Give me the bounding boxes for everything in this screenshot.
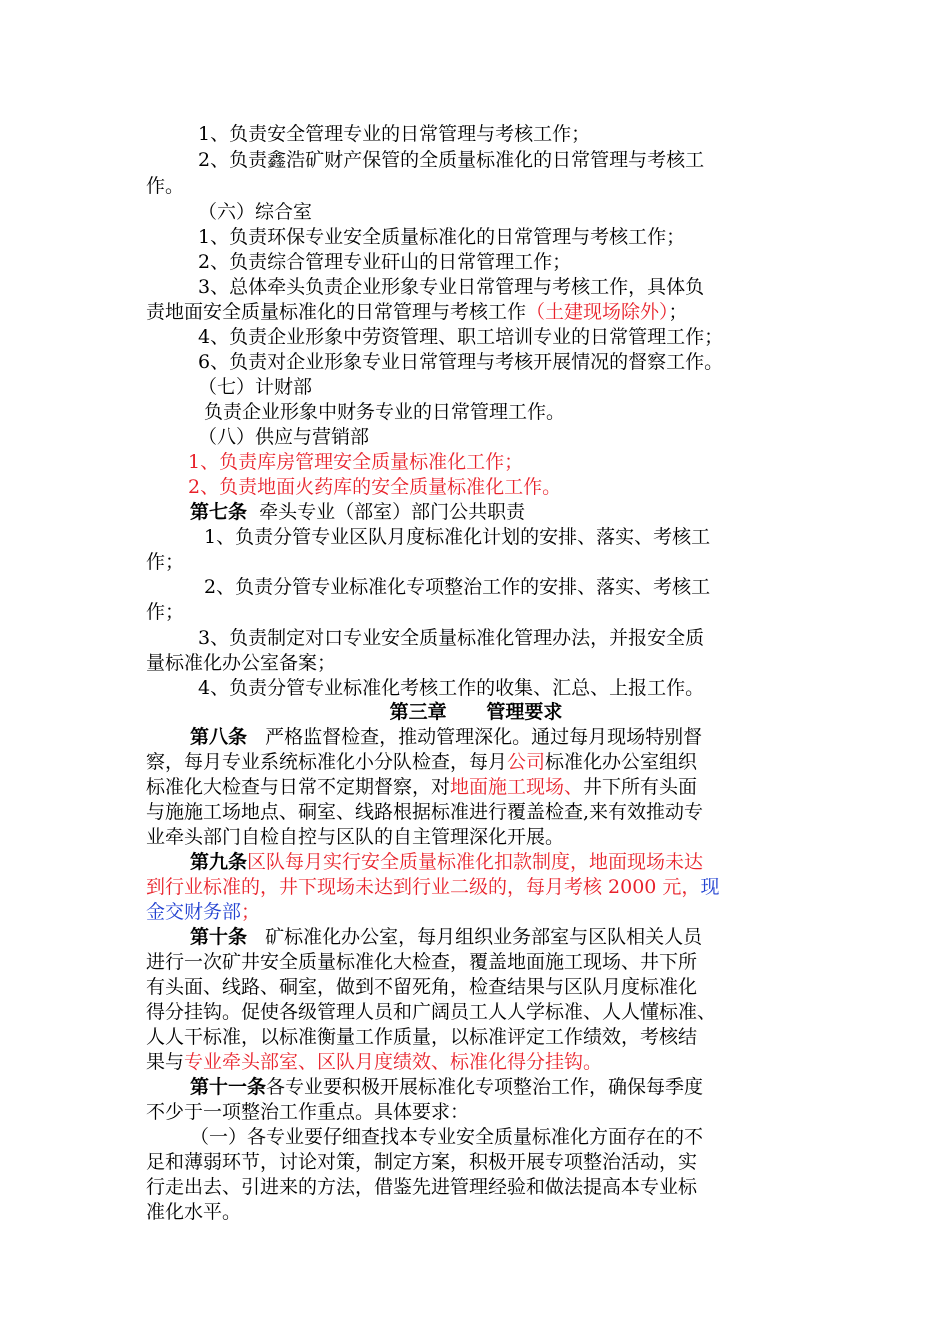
text-line: 4、负责企业形象中劳资管理、职工培训专业的日常管理工作； xyxy=(198,326,724,348)
text-line: 得分挂钩。促使各级管理人员和广阔员工人人学标准、人人懂标准、 xyxy=(146,1001,717,1023)
section-heading: （七）计财部 xyxy=(198,376,313,398)
text-line: 责地面安全质量标准化的日常管理与考核工作（土建现场除外）； xyxy=(146,301,688,323)
text-line: 2、负责分管专业标准化专项整治工作的安排、落实、考核工 xyxy=(204,576,711,598)
chapter-title: 第三章 管理要求 xyxy=(389,701,563,723)
text-line: 2、负责地面火药库的安全质量标准化工作。 xyxy=(188,476,562,498)
article-label: 第十一条 xyxy=(190,1076,267,1098)
text-line: 与施施工场地点、硐室、线路根据标准进行覆盖检查,来有效推动专 xyxy=(146,801,704,823)
text-line: 人人干标准，以标准衡量工作质量，以标准评定工作绩效，考核结 xyxy=(146,1026,698,1048)
text-line: 2、负责鑫浩矿财产保管的全质量标准化的日常管理与考核工 xyxy=(198,149,705,171)
text-line: 量标准化办公室备案； xyxy=(146,652,337,674)
text-line: 1、负责环保专业安全质量标准化的日常管理与考核工作； xyxy=(198,226,686,248)
text-line: 1、负责分管专业区队月度标准化计划的安排、落实、考核工 xyxy=(204,526,711,548)
text-line: 6、负责对企业形象专业日常管理与考核开展情况的督察工作。 xyxy=(198,351,724,373)
article-10: 第十条 矿标准化办公室，每月组织业务部室与区队相关人员 xyxy=(190,926,703,948)
article-label: 第八条 xyxy=(190,726,248,748)
text-line: 果与专业牵头部室、区队月度绩效、标准化得分挂钩。 xyxy=(146,1051,603,1073)
text-line: 2、负责综合管理专业矸山的日常管理工作； xyxy=(198,251,572,273)
text-line: 1、负责库房管理安全质量标准化工作； xyxy=(188,451,524,473)
text-line: 3、总体牵头负责企业形象专业日常管理与考核工作，具体负 xyxy=(198,276,705,298)
text-line: 行走出去、引进来的方法，借鉴先进管理经验和做法提高本专业标 xyxy=(146,1176,698,1198)
article-7: 第七条 牵头专业（部室）部门公共职责 xyxy=(190,501,526,523)
text-line: 标准化大检查与日常不定期督察，对地面施工现场、井下所有头面 xyxy=(146,776,698,798)
text-line: 到行业标准的，井下现场未达到行业二级的，每月考核 2000 元，现 xyxy=(146,876,720,898)
text-line: 1、负责安全管理专业的日常管理与考核工作； xyxy=(198,123,591,145)
article-label: 第九条 xyxy=(190,851,248,873)
text-line: 作； xyxy=(146,601,185,623)
text-line: 业牵头部门自检自控与区队的自主管理深化开展。 xyxy=(146,826,565,848)
text-line: 3、负责制定对口专业安全质量标准化管理办法，并报安全质 xyxy=(198,627,705,649)
text-line: 作。 xyxy=(146,175,185,197)
text-line: 金交财务部； xyxy=(146,901,261,923)
section-heading: （六）综合室 xyxy=(198,201,313,223)
text-line: 察，每月专业系统标准化小分队检查，每月公司标准化办公室组织 xyxy=(146,751,698,773)
article-label: 第十条 xyxy=(190,926,248,948)
article-8: 第八条 严格监督检查，推动管理深化。通过每月现场特别督 xyxy=(190,726,703,748)
text-line: 进行一次矿井安全质量标准化大检查，覆盖地面施工现场、井下所 xyxy=(146,951,698,973)
text-line: 负责企业形象中财务专业的日常管理工作。 xyxy=(204,401,566,423)
text-line: 准化水平。 xyxy=(146,1201,242,1223)
text-line: 4、负责分管专业标准化考核工作的收集、汇总、上报工作。 xyxy=(198,677,705,699)
text-line: 作； xyxy=(146,551,185,573)
text-line: （一）各专业要仔细查找本专业安全质量标准化方面存在的不 xyxy=(190,1126,704,1148)
text-line: 足和薄弱环节，讨论对策，制定方案，积极开展专项整治活动，实 xyxy=(146,1151,698,1173)
text-line: 有头面、线路、硐室，做到不留死角，检查结果与区队月度标准化 xyxy=(146,976,698,998)
section-heading: （八）供应与营销部 xyxy=(198,426,370,448)
article-label: 第七条 xyxy=(190,501,248,523)
text-line: 不少于一项整治工作重点。具体要求： xyxy=(146,1101,470,1123)
article-9: 第九条区队每月实行安全质量标准化扣款制度，地面现场未达 xyxy=(190,851,704,873)
article-11: 第十一条各专业要积极开展标准化专项整治工作，确保每季度 xyxy=(190,1076,704,1098)
